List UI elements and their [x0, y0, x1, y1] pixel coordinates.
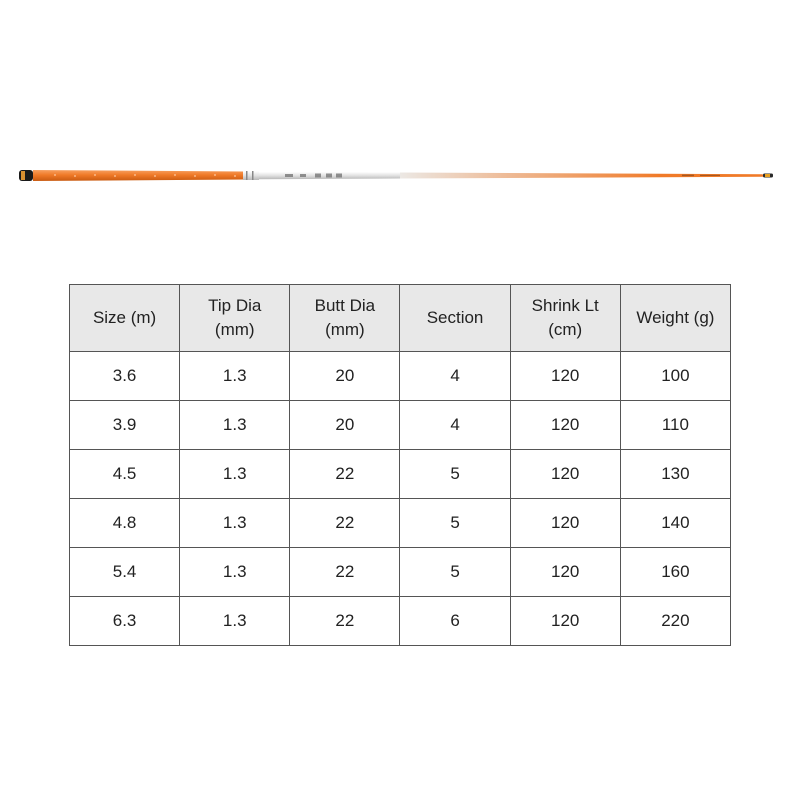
column-header-text: Size (m)	[92, 308, 157, 327]
table-cell-tip-dia: 1.3	[180, 548, 290, 597]
fishing-rod-image	[0, 150, 800, 200]
table-row	[70, 352, 731, 401]
column-header-shrink-length	[510, 285, 620, 352]
column-header-text: Weight (g)	[636, 308, 715, 327]
table-cell-section: 5	[400, 499, 510, 548]
table-cell-section: 5	[400, 450, 510, 499]
table-row	[70, 548, 731, 597]
table-cell-size: 6.3	[70, 597, 180, 646]
rod-butt-section	[33, 170, 245, 181]
table-cell-section: 4	[400, 401, 510, 450]
spec-table	[69, 284, 731, 646]
table-cell-section: 6	[400, 597, 510, 646]
table-row	[70, 401, 731, 450]
table-cell-shrink-length: 120	[510, 401, 620, 450]
column-header-tip-dia	[180, 285, 290, 352]
table-cell-tip-dia: 1.3	[180, 352, 290, 401]
table-cell-size: 3.9	[70, 401, 180, 450]
column-header-text: Section	[426, 308, 484, 327]
table-cell-tip-dia: 1.3	[180, 401, 290, 450]
table-cell-butt-dia: 22	[290, 597, 400, 646]
column-header-size	[70, 285, 180, 352]
table-cell-shrink-length: 120	[510, 597, 620, 646]
table-cell-butt-dia: 20	[290, 352, 400, 401]
table-cell-butt-dia: 22	[290, 548, 400, 597]
rod-ferrule	[243, 171, 259, 180]
table-cell-shrink-length: 120	[510, 548, 620, 597]
table-cell-weight: 110	[620, 401, 730, 450]
table-cell-weight: 130	[620, 450, 730, 499]
column-header-text: Shrink Lt	[531, 296, 599, 315]
table-cell-section: 4	[400, 352, 510, 401]
table-cell-butt-dia: 22	[290, 499, 400, 548]
table-cell-section: 5	[400, 548, 510, 597]
table-cell-butt-dia: 22	[290, 450, 400, 499]
table-cell-size: 4.5	[70, 450, 180, 499]
column-header-text: Tip Dia	[208, 296, 262, 315]
table-cell-tip-dia: 1.3	[180, 499, 290, 548]
table-row	[70, 450, 731, 499]
table-cell-shrink-length: 120	[510, 450, 620, 499]
column-header-text: Butt Dia	[314, 296, 376, 315]
table-cell-size: 5.4	[70, 548, 180, 597]
column-header-text: (mm)	[325, 320, 365, 339]
table-cell-size: 4.8	[70, 499, 180, 548]
column-header-butt-dia	[290, 285, 400, 352]
table-cell-shrink-length: 120	[510, 499, 620, 548]
column-header-text: (cm)	[548, 320, 583, 339]
table-cell-weight: 220	[620, 597, 730, 646]
table-cell-size: 3.6	[70, 352, 180, 401]
table-body	[70, 352, 731, 646]
table-cell-tip-dia: 1.3	[180, 597, 290, 646]
table-cell-weight: 140	[620, 499, 730, 548]
table-row	[70, 499, 731, 548]
column-header-section	[400, 285, 510, 352]
table-cell-weight: 160	[620, 548, 730, 597]
column-header-weight	[620, 285, 730, 352]
table-row	[70, 597, 731, 646]
table-cell-weight: 100	[620, 352, 730, 401]
column-header-text: (mm)	[214, 320, 255, 339]
table-cell-shrink-length: 120	[510, 352, 620, 401]
table-header-row	[70, 285, 731, 352]
table-cell-tip-dia: 1.3	[180, 450, 290, 499]
table-cell-butt-dia: 20	[290, 401, 400, 450]
